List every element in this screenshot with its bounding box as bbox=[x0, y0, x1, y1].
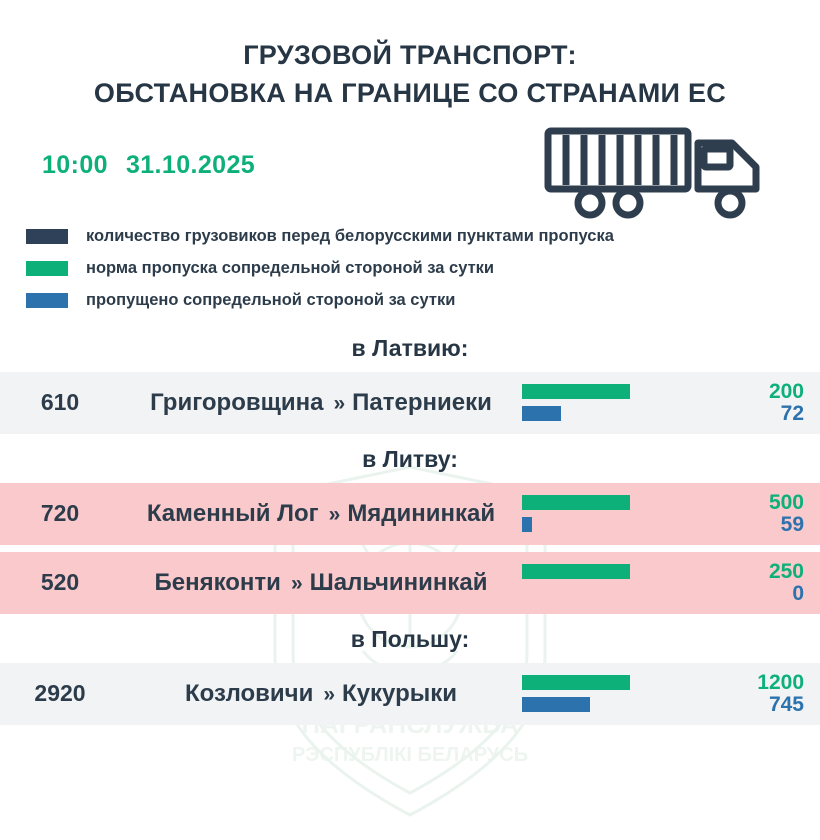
row-spacer bbox=[0, 545, 820, 552]
route-from: Беняконти bbox=[154, 568, 281, 596]
bar-passed bbox=[522, 406, 561, 421]
route bbox=[120, 389, 522, 417]
route bbox=[120, 680, 522, 708]
truck-icon bbox=[542, 121, 770, 230]
timestamp-time: 10:00 bbox=[42, 150, 108, 179]
legend-swatch-green-icon bbox=[26, 261, 68, 276]
table-row bbox=[0, 663, 820, 725]
legend-label-norm: норма пропуска сопредельной стороной за сутки bbox=[86, 258, 495, 277]
route-to: Мядининкай bbox=[347, 499, 496, 527]
queue-count: 720 bbox=[40, 500, 80, 527]
route-from: Григоровщина bbox=[150, 388, 324, 416]
bar-norm bbox=[522, 675, 630, 690]
bar-line-passed bbox=[522, 516, 722, 533]
section-title-poland: в Польшу: bbox=[350, 625, 470, 652]
page-header bbox=[0, 0, 820, 113]
arrow-right-icon: » bbox=[333, 391, 343, 415]
values bbox=[726, 492, 820, 536]
bar-line-norm bbox=[522, 674, 722, 691]
arrow-right-icon: » bbox=[290, 571, 300, 595]
arrow-right-icon: » bbox=[328, 502, 338, 526]
bar-norm bbox=[522, 564, 630, 579]
value-norm: 250 bbox=[768, 559, 804, 583]
section-title-lithuania: в Литву: bbox=[362, 445, 458, 472]
legend-swatch-blue-icon bbox=[26, 293, 68, 308]
bar-line-norm bbox=[522, 494, 722, 511]
route bbox=[120, 569, 522, 597]
value-norm: 1200 bbox=[757, 670, 804, 694]
queue-count: 520 bbox=[40, 569, 80, 596]
value-passed: 72 bbox=[780, 401, 804, 425]
route-to: Шальчининкай bbox=[309, 568, 488, 596]
table-row bbox=[0, 552, 820, 614]
bar-norm bbox=[522, 384, 630, 399]
queue-count: 2920 bbox=[34, 680, 86, 707]
timestamp bbox=[42, 151, 255, 180]
route-to: Патерниеки bbox=[352, 388, 492, 416]
value-passed: 59 bbox=[780, 512, 804, 536]
legend-label-passed: пропущено сопредельной стороной за сутки bbox=[86, 290, 456, 309]
queue-count: 610 bbox=[40, 389, 80, 416]
bar-line-norm bbox=[522, 383, 722, 400]
values bbox=[726, 381, 820, 425]
legend-swatch-dark-icon bbox=[26, 229, 68, 244]
value-passed: 745 bbox=[768, 692, 804, 716]
legend-item-queue bbox=[26, 227, 820, 246]
bar-norm bbox=[522, 495, 630, 510]
bars bbox=[522, 383, 726, 422]
bars bbox=[522, 674, 726, 713]
section-title-latvia: в Латвию: bbox=[351, 334, 469, 361]
value-norm: 500 bbox=[768, 490, 804, 514]
value-norm: 200 bbox=[768, 379, 804, 403]
bar-line-norm bbox=[522, 563, 722, 580]
svg-text:РЭСПУБЛІКІ БЕЛАРУСЬ: РЭСПУБЛІКІ БЕЛАРУСЬ bbox=[291, 744, 529, 766]
page-title-line-2: ОБСТАНОВКА НА ГРАНИЦЕ СО СТРАНАМИ ЕС bbox=[93, 78, 727, 109]
bar-line-passed bbox=[522, 585, 722, 602]
legend-item-norm bbox=[26, 259, 820, 278]
bar-passed bbox=[522, 697, 590, 712]
page-title-line-1: ГРУЗОВОЙ ТРАНСПОРТ: bbox=[243, 40, 577, 70]
route-to: Кукурыки bbox=[342, 679, 458, 707]
bar-passed bbox=[522, 517, 532, 532]
bars bbox=[522, 563, 726, 602]
timestamp-row bbox=[0, 113, 820, 223]
route-from: Козловичи bbox=[184, 679, 314, 707]
arrow-right-icon: » bbox=[323, 682, 333, 706]
value-passed: 0 bbox=[792, 581, 804, 605]
legend bbox=[0, 227, 820, 310]
table-row bbox=[0, 372, 820, 434]
legend-item-passed bbox=[26, 291, 820, 310]
values bbox=[726, 672, 820, 716]
bars bbox=[522, 494, 726, 533]
bar-line-passed bbox=[522, 696, 722, 713]
values bbox=[726, 561, 820, 605]
table-row bbox=[0, 483, 820, 545]
legend-label-queue: количество грузовиков перед белорусскими пунктами пропуска bbox=[86, 226, 614, 245]
route-from: Каменный Лог bbox=[146, 499, 319, 527]
timestamp-date: 31.10.2025 bbox=[125, 150, 256, 179]
route bbox=[120, 500, 522, 528]
bar-line-passed bbox=[522, 405, 722, 422]
